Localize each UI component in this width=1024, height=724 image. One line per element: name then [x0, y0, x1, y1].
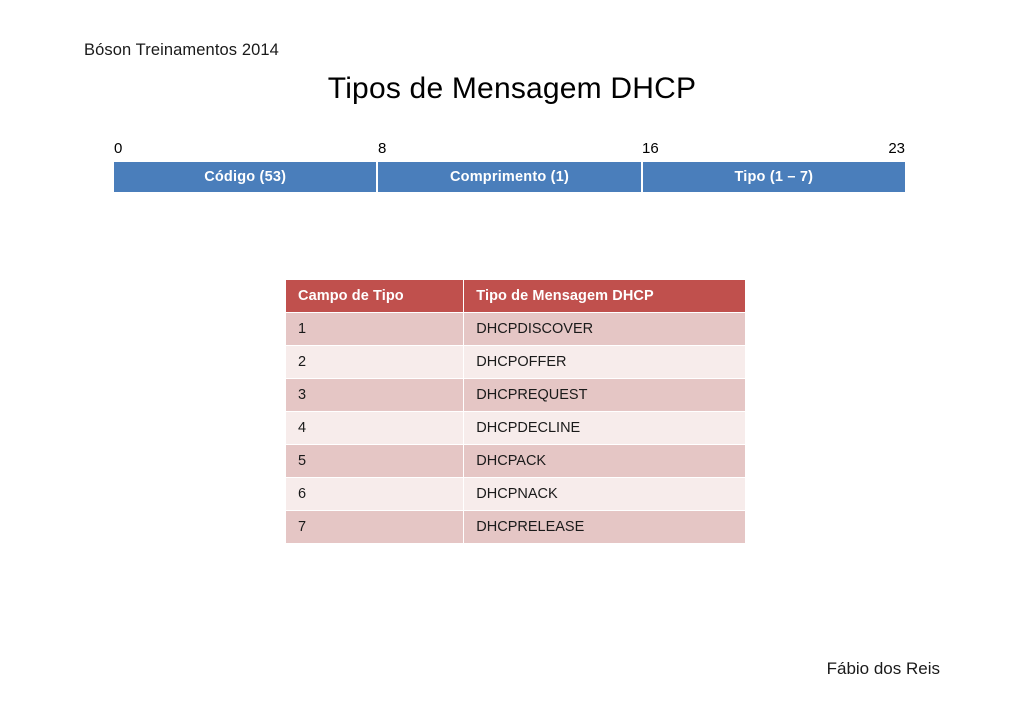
table-header-campo-de-tipo: Campo de Tipo [286, 280, 464, 313]
bit-ruler-tick-0: 0 [114, 140, 123, 157]
cell-message: DHCPOFFER [464, 346, 746, 379]
cell-type: 6 [286, 478, 464, 511]
field-cell-tipo: Tipo (1 – 7) [734, 169, 814, 185]
page-title: Tipos de Mensagem DHCP [327, 72, 697, 105]
field-bar [114, 162, 905, 192]
table-row [286, 313, 746, 346]
table-row [286, 379, 746, 412]
table-row [286, 511, 746, 544]
table-header-row [286, 280, 746, 313]
cell-type: 3 [286, 379, 464, 412]
footer-author: Fábio dos Reis [826, 659, 940, 678]
cell-type: 5 [286, 445, 464, 478]
cell-message: DHCPDISCOVER [464, 313, 746, 346]
field-cell-codigo: Código (53) [114, 162, 378, 192]
bit-ruler [114, 140, 905, 162]
dhcp-message-types-table [285, 279, 746, 544]
bit-ruler-tick-16: 16 [642, 140, 659, 157]
cell-type: 2 [286, 346, 464, 379]
table-row [286, 412, 746, 445]
table-row [286, 478, 746, 511]
cell-message: DHCPREQUEST [464, 379, 746, 412]
cell-message: DHCPRELEASE [464, 511, 746, 544]
bit-ruler-tick-23: 23 [888, 140, 905, 157]
field-cell-comprimento: Comprimento (1) [378, 162, 642, 192]
table-header-tipo-de-mensagem: Tipo de Mensagem DHCP [464, 280, 746, 313]
bit-ruler-tick-8: 8 [378, 140, 387, 157]
cell-message: DHCPACK [464, 445, 746, 478]
dhcp-option-field-diagram [114, 140, 905, 192]
cell-message: DHCPNACK [464, 478, 746, 511]
cell-type: 7 [286, 511, 464, 544]
cell-message: DHCPDECLINE [464, 412, 746, 445]
cell-type: 1 [286, 313, 464, 346]
table-row [286, 346, 746, 379]
header-note: Bóson Treinamentos 2014 [84, 41, 279, 59]
table-row [286, 445, 746, 478]
cell-type: 4 [286, 412, 464, 445]
